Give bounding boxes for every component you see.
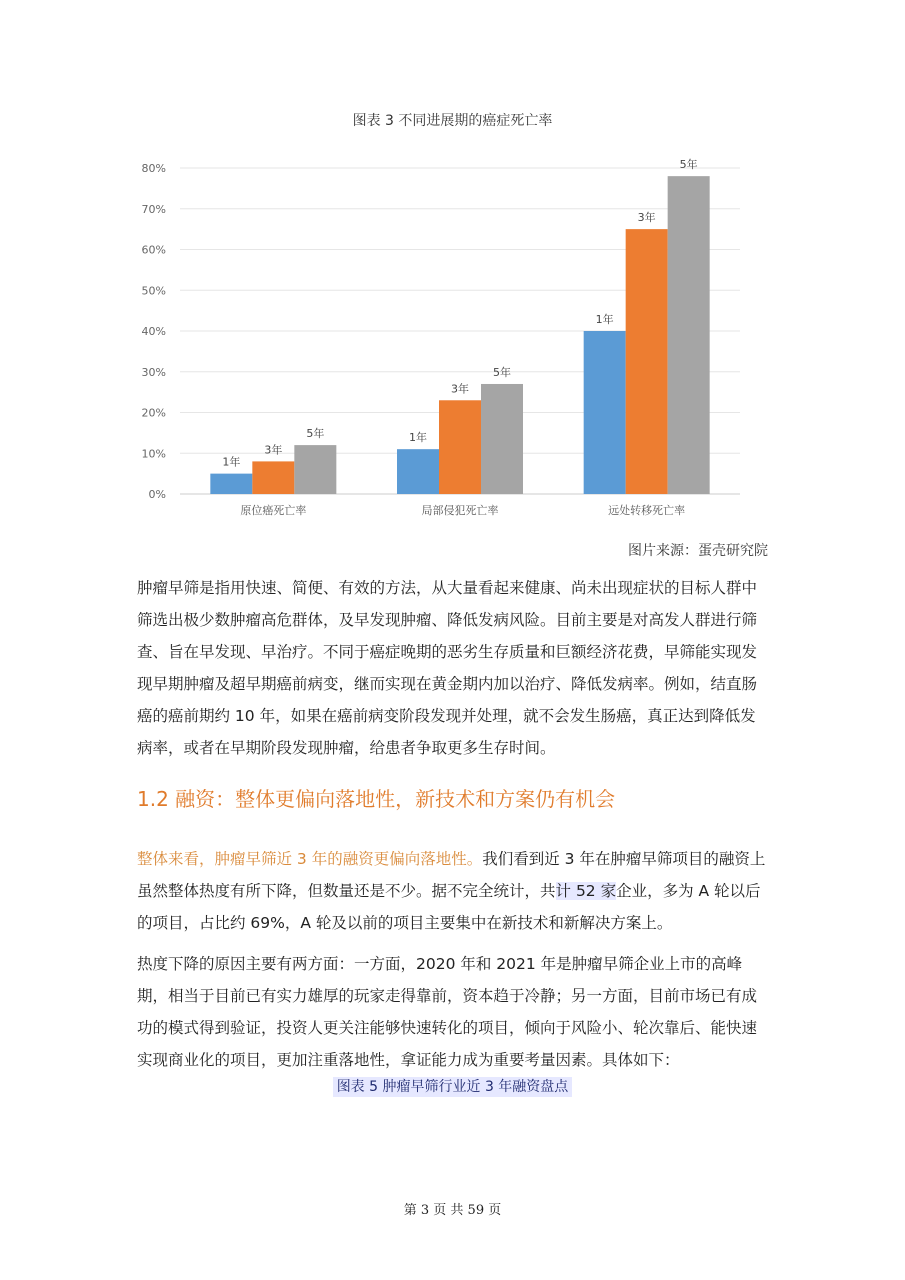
y-tick-label: 80%	[141, 162, 166, 175]
bar-data-label: 1年	[409, 431, 427, 445]
bar-1-1	[210, 474, 252, 494]
figure-caption: 图表 3 不同进展期的癌症死亡率	[352, 113, 553, 129]
table-caption	[0, 1076, 905, 1096]
bar-data-label: 1年	[222, 455, 241, 469]
y-tick-label: 20%	[141, 406, 166, 420]
paragraph-financing	[137, 843, 770, 939]
bar-chart	[130, 150, 750, 530]
y-tick-label: 60%	[141, 243, 166, 257]
table-caption-text: 图表 5 肿瘤早筛行业近 3 年融资盘点	[333, 1077, 573, 1097]
paragraph-text: 企业，多为 A 轮以后的项目，占比约 69%，A 轮及以前的项目主要集中在新技术和新解决方案上。	[137, 882, 761, 932]
section-heading: 1.2 融资：整体更偏向落地性，新技术和方案仍有机会	[137, 787, 616, 811]
x-category-label: 局部侵犯死亡率	[421, 504, 499, 517]
y-tick-label: 40%	[141, 325, 166, 338]
figure-source: 图片来源：蛋壳研究院	[628, 543, 768, 559]
bar-2-3	[481, 384, 523, 494]
selected-text: 计 52 家	[555, 882, 617, 900]
x-category-label: 原位癌死亡率	[240, 504, 307, 517]
chart-bars	[210, 176, 709, 494]
bar-3-1	[584, 331, 626, 494]
bar-1-2	[252, 461, 294, 494]
bar-data-label: 1年	[595, 313, 614, 326]
y-tick-label: 70%	[141, 202, 166, 216]
bar-3-3	[668, 176, 710, 494]
bar-data-label: 5年	[679, 158, 698, 172]
bar-2-1	[397, 449, 439, 494]
y-tick-label: 30%	[141, 365, 166, 379]
bar-data-label: 3年	[637, 211, 656, 225]
page-footer: 第 3 页 共 59 页	[403, 1203, 502, 1218]
bar-3-2	[626, 229, 668, 494]
bar-2-2	[439, 400, 481, 494]
y-tick-label: 10%	[141, 447, 166, 461]
highlight-sentence: 整体来看，肿瘤早筛近 3 年的融资更偏向落地性。	[137, 850, 483, 868]
bar-1-3	[294, 445, 336, 494]
bar-data-label: 5年	[306, 427, 325, 441]
bar-data-label: 3年	[264, 443, 283, 457]
bar-data-label: 5年	[493, 365, 511, 379]
paragraph-intro: 肿瘤早筛是指用快速、简便、有效的方法，从大量看起来健康、尚未出现症状的目标人群中筛选出极少数肿瘤高危群体，及早发现肿瘤、降低发病风险。目前主要是对高发人群进行筛查、旨在早发现、早治疗。不同于癌症晚期的恶劣生存质量和巨额经济花费，早筛能实现发现早期肿瘤及超早期癌前病变，继而实现在黄金期内加以治疗、降低发病率。例如，结直肠癌的癌前期约 10 年，如果在癌前病变阶段发现并处理，就不会发生肠癌，真正达到降低发病率，或者在早期阶段发现肿瘤，给患者争取更多生存时间。	[137, 579, 758, 757]
y-tick-label: 50%	[141, 284, 166, 298]
bar-data-label: 3年	[451, 382, 469, 396]
y-axis-ticks	[142, 162, 166, 501]
paragraph-reasons: 热度下降的原因主要有两方面：一方面，2020 年和 2021 年是肿瘤早筛企业上市的高峰期，相当于目前已有实力雄厚的玩家走得靠前，资本趋于冷静；另一方面，目前市场已有成功的模式得到验证，投资人更关注能够快速转化的项目，倾向于风险小、轮次靠后、能快速实现商业化的项目，更加注重落地性，拿证能力成为重要考量因素。具体如下：	[137, 955, 758, 1069]
x-axis-categories	[240, 503, 685, 517]
paragraph-text: 我们看到近 3 年在肿瘤早筛项目的融资上虽然整体热度有所下降，但数量还是不少。据不完全统计，共	[137, 850, 766, 900]
x-category-label: 远处转移死亡率	[608, 504, 686, 517]
y-tick-label: 0%	[148, 488, 166, 501]
